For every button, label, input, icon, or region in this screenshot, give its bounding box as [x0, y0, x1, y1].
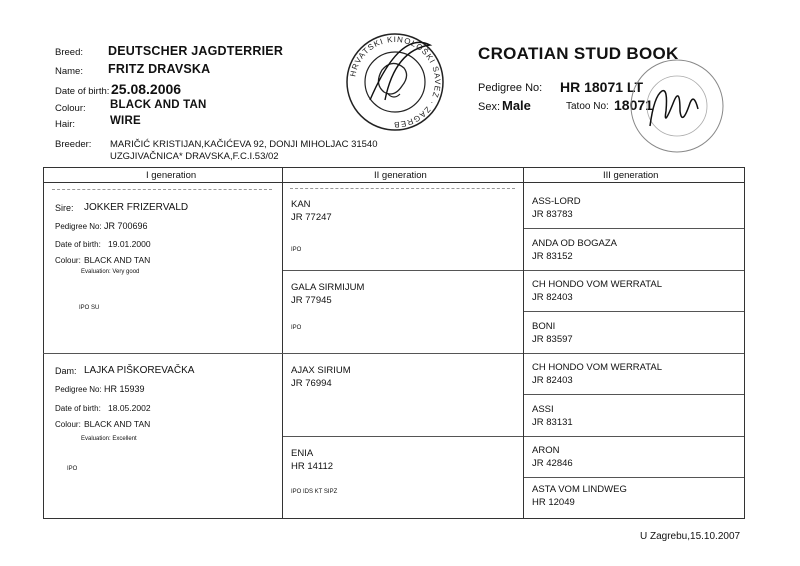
- issue-place-date: U Zagrebu,15.10.2007: [640, 531, 741, 542]
- gen2-divider-2: [283, 353, 523, 354]
- tatoo-label: Tatoo No:: [566, 101, 609, 112]
- gen3-reg: HR 12049: [532, 497, 575, 508]
- col-divider-2: [523, 167, 524, 519]
- dam-ped: HR 15939: [104, 384, 145, 394]
- dam-name: LAJKA PIŠKOREVAČKA: [84, 365, 195, 376]
- tatoo-value: 18071: [614, 97, 653, 113]
- gen2-name: GALA SIRMIJUM: [291, 282, 365, 293]
- table-top-border: [43, 167, 745, 168]
- hair-value: WIRE: [110, 115, 141, 127]
- dam-evaluation: Evaluation: Excellent: [81, 436, 137, 442]
- header-gen1: I generation: [146, 170, 197, 181]
- gen3-entry: [532, 404, 573, 428]
- gen2-reg: JR 76994: [291, 378, 332, 389]
- table-header-border: [43, 182, 745, 183]
- gen3-divider-4: [524, 353, 744, 354]
- gen3-name: ANDA OD BOGAZA: [532, 238, 617, 249]
- gen2-entry: [291, 199, 332, 223]
- dam-ped-label: Pedigree No:: [55, 385, 102, 394]
- breeder-line1: MARIČIĆ KRISTIJAN,KAČIĆEVA 92, DONJI MIHOLJAC 31540: [110, 139, 378, 150]
- sire-titles: IPO SU: [79, 305, 100, 311]
- dam-colour: BLACK AND TAN: [84, 419, 151, 429]
- dob-label: Date of birth:: [55, 86, 110, 97]
- gen2-titles: IPO: [291, 325, 302, 331]
- gen3-reg: JR 83783: [532, 209, 573, 220]
- gen2-titles: IPO: [291, 247, 302, 253]
- gen2-entry: [291, 282, 364, 306]
- sex-value: Male: [502, 98, 531, 113]
- gen3-entry: [532, 279, 662, 303]
- gen3-name: CH HONDO VOM WERRATAL: [532, 362, 663, 373]
- gen3-name: ARON: [532, 445, 560, 456]
- gen2-name: AJAX SIRIUM: [291, 365, 351, 376]
- gen3-entry: [532, 238, 617, 262]
- gen3-reg: JR 83152: [532, 251, 573, 262]
- gen3-reg: JR 82403: [532, 375, 573, 386]
- sire-label: Sire:: [55, 203, 74, 213]
- breeder-label: Breeder:: [55, 139, 92, 150]
- dam-titles: IPO: [67, 466, 78, 472]
- gen3-reg: JR 82403: [532, 292, 573, 303]
- sire-ped-label: Pedigree No:: [55, 222, 102, 231]
- gen3-name: BONI: [532, 321, 556, 332]
- sire-dob-label: Date of birth:: [55, 240, 101, 249]
- gen3-entry: [532, 196, 581, 220]
- gen1-divider: [43, 353, 283, 354]
- gen3-divider-6: [524, 436, 744, 437]
- breed-label: Breed:: [55, 47, 83, 58]
- table-right-border: [744, 167, 745, 519]
- sire-colour: BLACK AND TAN: [84, 255, 151, 265]
- pedigree-value: HR 18071 LT: [560, 79, 643, 95]
- gen3-divider-7: [524, 477, 744, 478]
- stamp-text: HRVATSKI KINOLOŠKI SAVEZ · ZAGREB: [348, 34, 443, 130]
- sire-evaluation: Evaluation: Very good: [81, 269, 140, 275]
- sire-name: JOKKER FRIZERVALD: [84, 202, 189, 213]
- header-gen2: II generation: [374, 170, 427, 181]
- sex-label: Sex:: [478, 101, 501, 113]
- gen3-entry: [532, 321, 573, 345]
- gen2-entry: [291, 448, 333, 472]
- gen2-titles: IPO IDS KT SIPZ: [291, 489, 338, 495]
- sire-dob: 19.01.2000: [108, 239, 151, 249]
- gen3-reg: JR 42846: [532, 458, 573, 469]
- gen3-divider-1: [524, 228, 744, 229]
- gen2-divider-3: [283, 436, 523, 437]
- gen3-entry: [532, 445, 573, 469]
- header-gen3: III generation: [603, 170, 659, 181]
- registry-title: CROATIAN STUD BOOK: [478, 44, 679, 63]
- gen3-name: ASSI: [532, 404, 554, 415]
- gen3-entry: [532, 362, 662, 386]
- hair-label: Hair:: [55, 119, 76, 130]
- gen3-reg: JR 83597: [532, 334, 573, 345]
- gen2-reg: JR 77945: [291, 295, 332, 306]
- dam-colour-label: Colour:: [55, 420, 81, 429]
- gen3-name: ASTA VOM LINDWEG: [532, 484, 627, 495]
- gen3-name: CH HONDO VOM WERRATAL: [532, 279, 663, 290]
- dam-dob-label: Date of birth:: [55, 404, 101, 413]
- scan-line: [52, 189, 272, 190]
- colour-label: Colour:: [55, 103, 86, 114]
- dam-dob: 18.05.2002: [108, 403, 151, 413]
- breeder-line2: UZGJIVAČNICA* DRAVSKA,F.C.I.53/02: [110, 151, 279, 162]
- scan-line: [290, 188, 515, 189]
- sire-ped: JR 700696: [104, 221, 148, 231]
- gen2-reg: JR 77247: [291, 212, 332, 223]
- gen2-reg: HR 14112: [291, 461, 334, 472]
- sire-colour-label: Colour:: [55, 256, 81, 265]
- table-bottom-border: [43, 518, 745, 519]
- stamp-seal: [340, 30, 450, 135]
- signature-stamp: [612, 56, 732, 156]
- colour-value: BLACK AND TAN: [110, 99, 207, 111]
- breed-value: DEUTSCHER JAGDTERRIER: [108, 44, 284, 58]
- gen3-divider-3: [524, 311, 744, 312]
- gen3-reg: JR 83131: [532, 417, 573, 428]
- gen3-entry: [532, 484, 627, 508]
- gen2-name: KAN: [291, 199, 311, 210]
- gen3-name: ASS-LORD: [532, 196, 581, 207]
- gen3-divider-2: [524, 270, 744, 271]
- gen2-name: ENIA: [291, 448, 314, 459]
- dob-value: 25.08.2006: [111, 81, 182, 97]
- dam-label: Dam:: [55, 366, 77, 376]
- table-left-border: [43, 167, 44, 519]
- pedigree-label: Pedigree No:: [478, 82, 543, 94]
- dog-name: FRITZ DRAVSKA: [108, 62, 211, 76]
- svg-text:HRVATSKI KINOLOŠKI SAVEZ · ZAG: [348, 35, 442, 129]
- name-label: Name:: [55, 66, 83, 77]
- gen3-divider-5: [524, 394, 744, 395]
- gen2-entry: [291, 365, 351, 389]
- col-divider-1: [282, 167, 283, 519]
- gen2-divider-1: [283, 270, 523, 271]
